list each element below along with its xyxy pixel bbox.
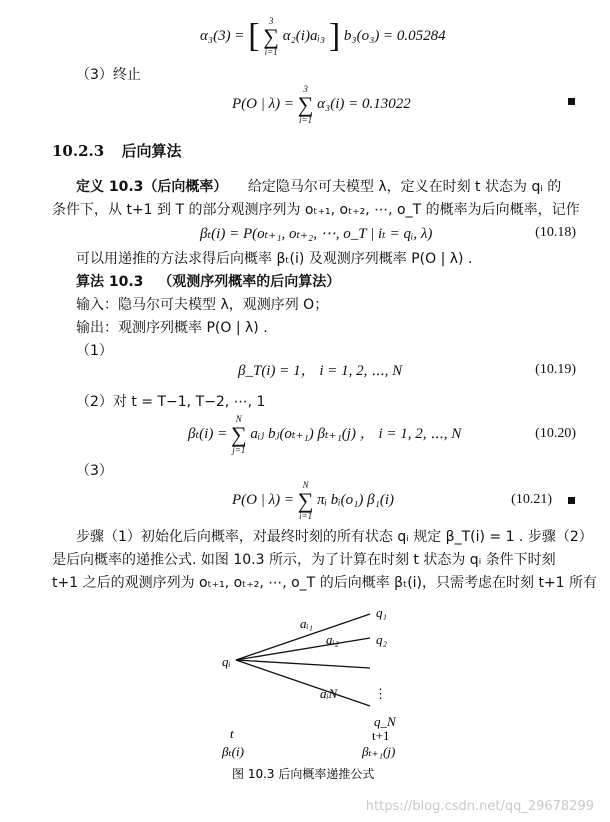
- right-beta-label: βₜ₊₁(j): [362, 744, 396, 759]
- definition-text1: 给定隐马尔可夫模型 λ，定义在时刻 t 状态为 qᵢ 的: [247, 179, 562, 195]
- algorithm-input: 输入：隐马尔可夫模型 λ，观测序列 O；: [76, 297, 329, 313]
- algorithm-output: 输出：观测序列概率 P(O | λ) .: [76, 320, 268, 336]
- edge-label-ai1: aᵢ₁: [300, 616, 314, 631]
- sum-lower-limit: j=1: [232, 444, 246, 455]
- sum-symbol: 3 ∑ i=1: [297, 83, 314, 125]
- equation-10-21: [232, 478, 394, 522]
- sum-upper-limit: 3: [303, 83, 308, 94]
- equation-number-10-18: (10.18): [535, 225, 576, 240]
- paragraph-line1: 步骤（1）初始化后向概率，对最终时刻的所有状态 qᵢ 规定 β_T(i) = 1 . 步骤（2）: [76, 529, 593, 545]
- definition-label: 定义 10.3（后向概率）: [76, 179, 228, 195]
- equation-10-19: β_T(i) = 1， i = 1, 2, ⋯, N: [238, 363, 403, 379]
- step3-label: （3）: [76, 463, 113, 479]
- edge-to-q2: [236, 638, 370, 660]
- sum-upper-limit: N: [302, 479, 309, 490]
- left-beta-label: βₜ(i): [222, 744, 244, 759]
- eq2-rhs: aᵢⱼ bⱼ(oₜ₊₁) βₜ₊₁(j) ， i = 1, 2, ⋯, N: [250, 426, 462, 442]
- section-title: 后向算法: [121, 142, 182, 160]
- equation-number-10-21: (10.21): [511, 492, 552, 507]
- sum-symbol: 3 ∑ i=1: [263, 15, 279, 57]
- algorithm-heading: [76, 273, 340, 291]
- left-bracket: [: [248, 17, 260, 55]
- source-node-label: qᵢ: [222, 654, 231, 669]
- sum-upper-limit: 3: [268, 15, 274, 26]
- sum-lower-limit: i=1: [299, 114, 313, 125]
- eq3-rhs: πᵢ bᵢ(o₁) β₁(i): [317, 492, 394, 508]
- step3-termination-label: （3）终止: [76, 67, 141, 83]
- equation-termination: [232, 84, 411, 124]
- edge-label-ai2: aᵢ₂: [326, 632, 340, 647]
- target-node-q2: q₂: [376, 632, 388, 647]
- figure-caption: 图 10.3 后向概率递推公式: [232, 767, 375, 781]
- equation-10-20: [188, 412, 461, 456]
- recursive-note: 可以用递推的方法求得后向概率 βₜ(i) 及观测序列概率 P(O | λ) .: [76, 251, 473, 267]
- right-bracket: ]: [328, 17, 341, 55]
- sum-lower-limit: i=1: [299, 510, 313, 521]
- figure-backward-recursion: [0, 600, 610, 790]
- term-lhs: P(O | λ) =: [232, 96, 294, 112]
- target-node-q1: q₁: [376, 605, 388, 620]
- right-time-label: t+1: [372, 728, 390, 743]
- paragraph-line2: 是后向概率的递推公式. 如图 10.3 所示，为了计算在时刻 t 状态为 qᵢ 条件下时刻: [52, 552, 556, 568]
- algorithm-label: 算法 10.3: [76, 274, 144, 290]
- alpha3-rhs: b₃(o₃) = 0.05284: [343, 28, 446, 44]
- eq3-lhs: P(O | λ) =: [232, 492, 294, 508]
- watermark-url: https://blog.csdn.net/qq_29678299: [365, 799, 594, 814]
- sum-symbol: N ∑ i=1: [297, 479, 314, 521]
- section-heading: [52, 142, 181, 160]
- target-node-qN: q_N: [374, 714, 396, 729]
- target-node-ellipsis: ⋮: [374, 686, 387, 701]
- algorithm-title: （观测序列概率的后向算法）: [158, 274, 341, 290]
- equation-number-10-20: (10.20): [535, 426, 576, 441]
- alpha3-lhs: α₃(3) =: [200, 28, 245, 44]
- sum-lower-limit: i=1: [264, 46, 278, 57]
- term-rhs: α₃(i) = 0.13022: [317, 96, 411, 112]
- section-number: 10.2.3: [52, 142, 105, 160]
- qed-square: [568, 98, 575, 105]
- sum-upper-limit: N: [235, 413, 242, 424]
- sum-symbol: N ∑ j=1: [230, 413, 247, 455]
- step1-label: （1）: [76, 343, 113, 359]
- eq2-lhs: βₜ(i) =: [188, 426, 228, 442]
- qed-square: [568, 497, 575, 504]
- definition-line1: [76, 178, 561, 196]
- equation-10-18: βₜ(i) = P(oₜ₊₁, oₜ₊₂, ⋯, o_T | iₜ = qᵢ, λ): [200, 226, 433, 242]
- left-time-label: t: [230, 726, 234, 741]
- equation-number-10-19: (10.19): [535, 362, 576, 377]
- alpha3-inner: α₂(i)aᵢ₃: [282, 28, 326, 44]
- step2-label: （2）对 t = T−1, T−2, ⋯, 1: [76, 394, 266, 410]
- definition-line2: 条件下，从 t+1 到 T 的部分观测序列为 oₜ₊₁, oₜ₊₂, ⋯, o_T 的概率为后向概率，记作: [52, 202, 580, 218]
- paragraph-line3: t+1 之后的观测序列为 oₜ₊₁, oₜ₊₂, ⋯, o_T 的后向概率 βₜ(i)，只需考虑在时刻 t+1 所有: [52, 575, 598, 591]
- equation-alpha3: [200, 14, 446, 58]
- edge-label-aiN: aᵢN: [320, 686, 338, 701]
